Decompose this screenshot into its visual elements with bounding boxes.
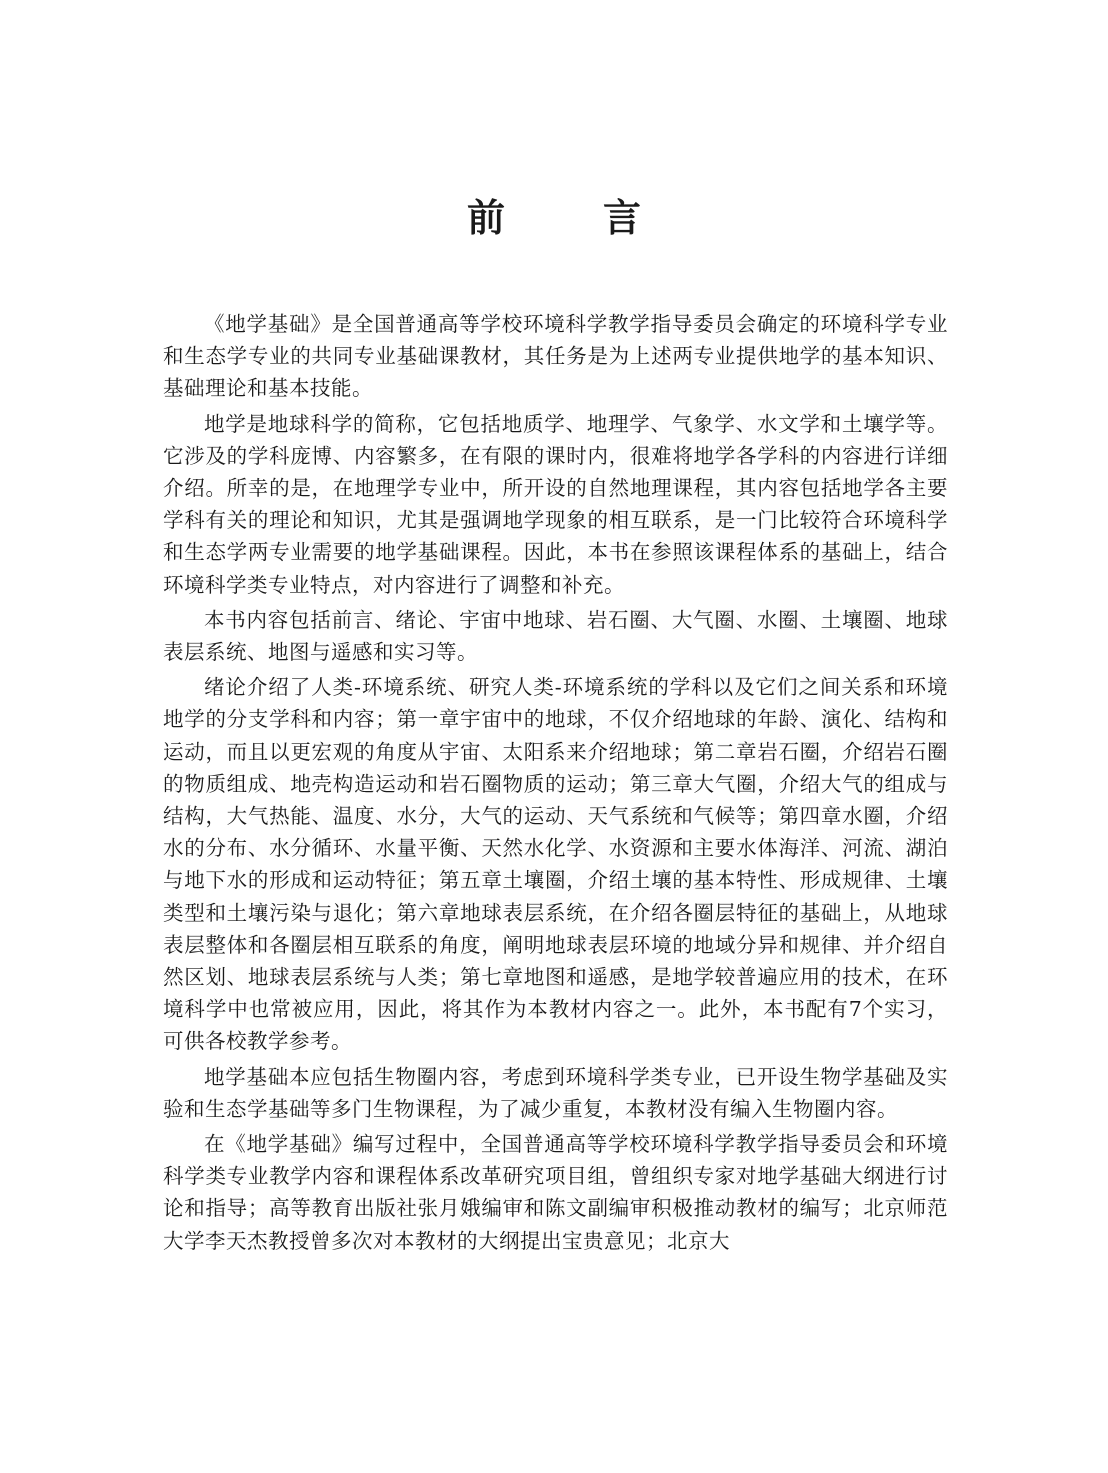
- title-char-1: 前: [466, 195, 505, 240]
- body-text: [163, 308, 948, 1260]
- paragraph: 在《地学基础》编写过程中，全国普通高等学校环境科学教学指导委员会和环境科学类专业教学内容和课程体系改革研究项目组，曾组织专家对地学基础大纲进行讨论和指导；高等教育出版社张月娥编审和陈文副编审积极推动教材的编写；北京师范大学李天杰教授曾多次对本教材的大纲提出宝贵意见；北京大: [163, 1132, 948, 1253]
- title-char-2: 言: [603, 195, 642, 240]
- page-title: [0, 192, 1108, 244]
- paragraph: 绪论介绍了人类-环境系统、研究人类-环境系统的学科以及它们之间关系和环境地学的分支学科和内容；第一章宇宙中的地球，不仅介绍地球的年龄、演化、结构和运动，而且以更宏观的角度从宇宙、太阳系来介绍地球；第二章岩石圈，介绍岩石圈的物质组成、地壳构造运动和岩石圈物质的运动；第三章大气圈，介绍大气的组成与结构，大气热能、温度、水分，大气的运动、天气系统和气候等；第四章水圈，介绍水的分布、水分循环、水量平衡、天然水化学、水资源和主要水体海洋、河流、湖泊与地下水的形成和运动特征；第五章土壤圈，介绍土壤的基本特性、形成规律、土壤类型和土壤污染与退化；第六章地球表层系统，在介绍各圈层特征的基础上，从地球表层整体和各圈层相互联系的角度，阐明地球表层环境的地域分异和规律、并介绍自然区划、地球表层系统与人类；第七章地图和遥感，是地学较普遍应用的技术，在环境科学中也常被应用，因此，将其作为本教材内容之一。此外，本书配有7个实习，可供各校教学参考。: [163, 675, 948, 1054]
- paragraph: 《地学基础》是全国普通高等学校环境科学教学指导委员会确定的环境科学专业和生态学专业的共同专业基础课教材，其任务是为上述两专业提供地学的基本知识、基础理论和基本技能。: [163, 312, 948, 401]
- paragraph: 本书内容包括前言、绪论、宇宙中地球、岩石圈、大气圈、水圈、土壤圈、地球表层系统、地图与遥感和实习等。: [163, 607, 948, 665]
- paragraph: 地学是地球科学的简称，它包括地质学、地理学、气象学、水文学和土壤学等。它涉及的学科庞博、内容繁多，在有限的课时内，很难将地学各学科的内容进行详细介绍。所幸的是，在地理学专业中，所开设的自然地理课程，其内容包括地学各主要学科有关的理论和知识，尤其是强调地学现象的相互联系，是一门比较符合环境科学和生态学两专业需要的地学基础课程。因此，本书在参照该课程体系的基础上，结合环境科学类专业特点，对内容进行了调整和补充。: [163, 411, 948, 597]
- paragraph: 地学基础本应包括生物圈内容，考虑到环境科学类专业，已开设生物学基础及实验和生态学基础等多门生物课程，为了减少重复，本教材没有编入生物圈内容。: [163, 1064, 948, 1121]
